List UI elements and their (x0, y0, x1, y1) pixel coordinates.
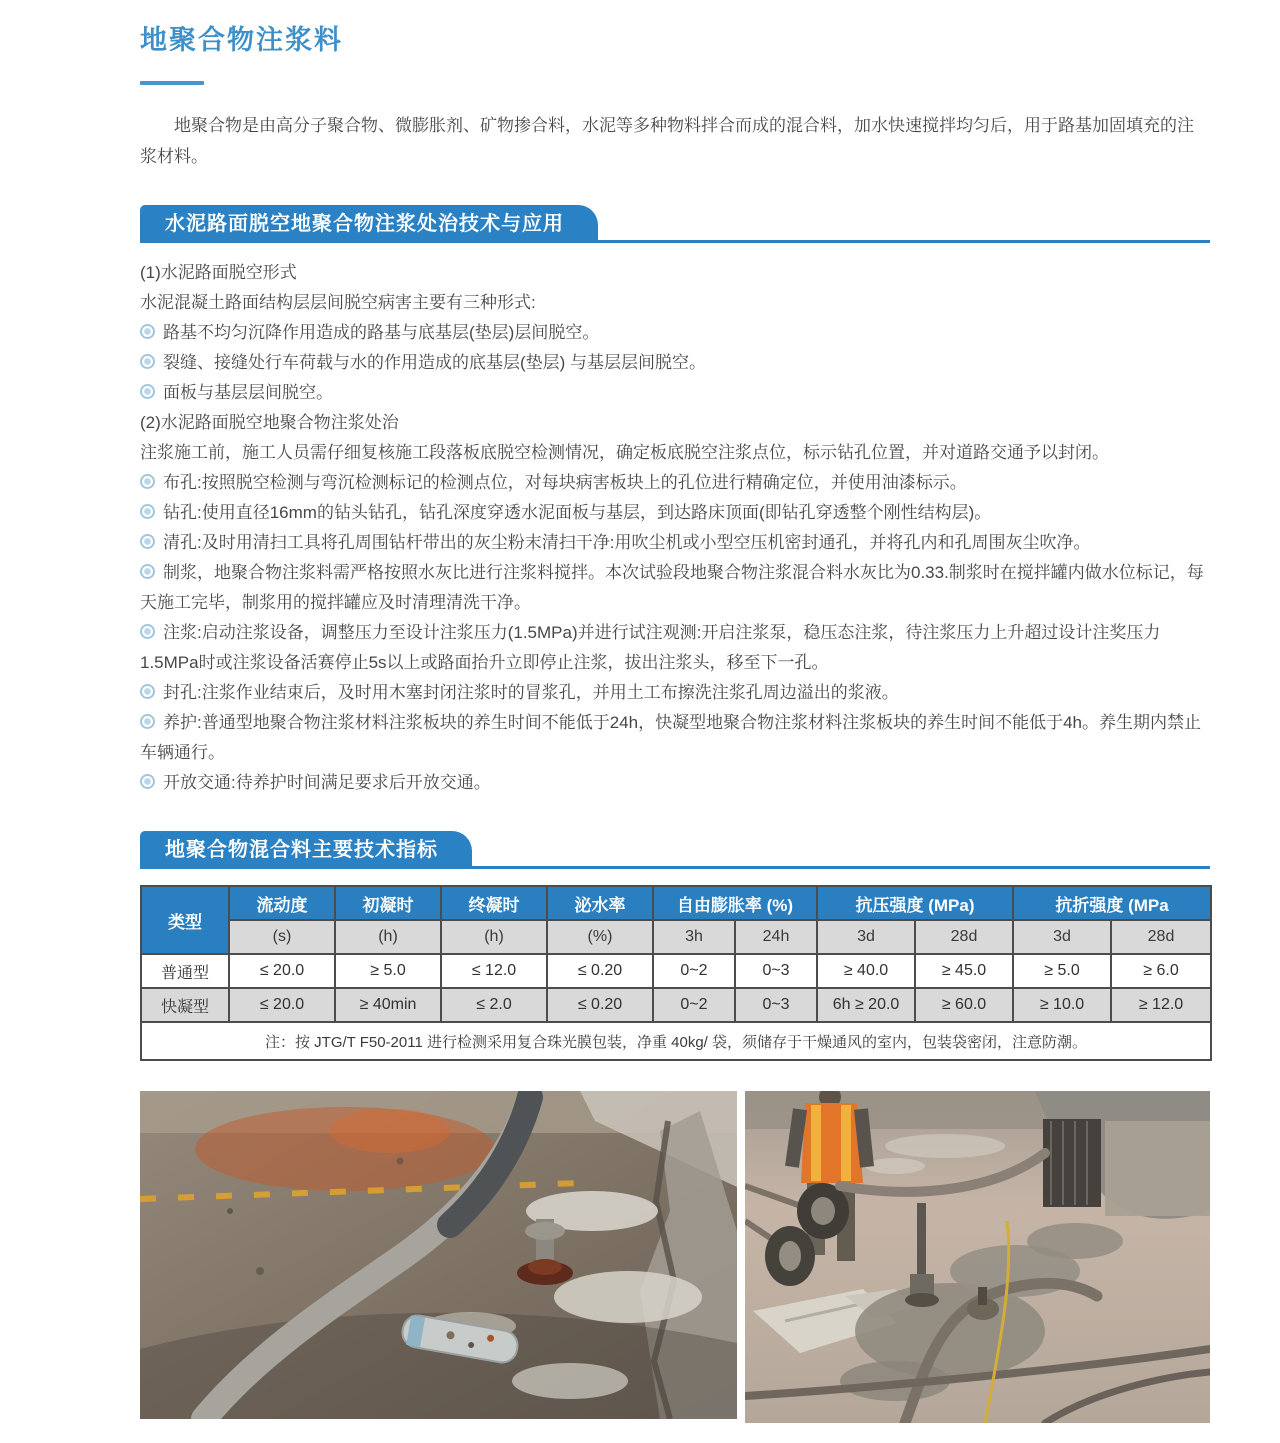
table-row (141, 954, 1211, 988)
ring-bullet-icon (140, 324, 155, 339)
table-value-cell: 0~2 (653, 954, 735, 988)
procedure-line-text: 面板与基层层间脱空。 (163, 383, 333, 402)
procedure-text-line (140, 258, 1210, 288)
ring-bullet-icon (140, 504, 155, 519)
procedure-line-text: 路基不均匀沉降作用造成的路基与底基层(垫层)层间脱空。 (163, 323, 600, 342)
procedure-bullet-item (140, 348, 1210, 378)
procedure-bullet-item (140, 318, 1210, 348)
table-header-cell: 自由膨胀率 (%) (653, 886, 817, 920)
table-value-cell: ≥ 60.0 (915, 988, 1013, 1022)
photo-grouting-hose-image (140, 1091, 737, 1419)
table-header-cell: 流动度 (229, 886, 335, 920)
section-grouting-technology (140, 201, 1210, 798)
photo-grouting-site (745, 1091, 1210, 1423)
procedure-bullet-item (140, 468, 1210, 498)
procedure-line-text: 钻孔:使用直径16mm的钻头钻孔，钻孔深度穿透水泥面板与基层，到达路床顶面(即钻孔穿透整个刚性结构层)。 (163, 503, 992, 522)
procedure-bullet-item (140, 768, 1210, 798)
photo-grouting-site-image (745, 1091, 1210, 1423)
ring-bullet-icon (140, 474, 155, 489)
procedure-bullet-item (140, 498, 1210, 528)
procedure-line-text: 裂缝、接缝处行车荷载与水的作用造成的底基层(垫层) 与基层层间脱空。 (163, 353, 707, 372)
ring-bullet-icon (140, 624, 155, 639)
page-title: 地聚合物注浆料 (140, 25, 343, 55)
procedure-lines (140, 258, 1210, 798)
photo-grouting-hose (140, 1091, 737, 1423)
procedure-line-text: (1)水泥路面脱空形式 (140, 263, 297, 282)
spec-table (140, 885, 1212, 1061)
table-value-cell: ≤ 0.20 (547, 988, 653, 1022)
table-row (141, 988, 1211, 1022)
table-header-cell: 终凝时 (441, 886, 547, 920)
procedure-text-line (140, 288, 1210, 318)
table-header-cell: 抗折强度 (MPa (1013, 886, 1211, 920)
table-subheader-cell: (h) (335, 920, 441, 954)
table-subheader-cell: 28d (1111, 920, 1211, 954)
table-header-cell: 抗压强度 (MPa) (817, 886, 1013, 920)
procedure-line-text: 清孔:及时用清扫工具将孔周围钻杆带出的灰尘粉末清扫干净:用吹尘机或小型空压机密封通孔，并将孔内和孔周围灰尘吹净。 (163, 533, 1091, 552)
procedure-line-text: 注浆施工前，施工人员需仔细复核施工段落板底脱空检测情况，确定板底脱空注浆点位，标示钻孔位置，并对道路交通予以封闭。 (140, 443, 1109, 462)
section-heading: 地聚合物混合料主要技术指标 (165, 839, 438, 861)
ring-bullet-icon (140, 384, 155, 399)
table-value-cell: ≤ 20.0 (229, 954, 335, 988)
ring-bullet-icon (140, 354, 155, 369)
procedure-bullet-item (140, 708, 1210, 768)
table-value-cell: 0~2 (653, 988, 735, 1022)
table-note: 注：按 JTG/T F50-2011 进行检测采用复合珠光膜包装，净重 40kg/ 袋，须储存于干燥通风的室内，包装袋密闭，注意防潮。 (141, 1022, 1211, 1060)
table-value-cell: ≥ 40.0 (817, 954, 915, 988)
procedure-line-text: 布孔:按照脱空检测与弯沉检测标记的检测点位，对每块病害板块上的孔位进行精确定位，并使用油漆标示。 (163, 473, 967, 492)
procedure-line-text: (2)水泥路面脱空地聚合物注浆处治 (140, 413, 399, 432)
procedure-bullet-item (140, 678, 1210, 708)
section-banner-row (140, 201, 1210, 243)
intro-paragraph: 地聚合物是由高分子聚合物、微膨胀剂、矿物掺合料，水泥等多种物料拌合而成的混合料，加水快速搅拌均匀后，用于路基加固填充的注浆材料。 (140, 116, 1194, 166)
table-subheader-cell: 3d (817, 920, 915, 954)
table-header-cell: 初凝时 (335, 886, 441, 920)
section-banner (140, 205, 598, 243)
table-subheader-cell: (h) (441, 920, 547, 954)
procedure-line-text: 养护:普通型地聚合物注浆材料注浆板块的养生时间不能低于24h，快凝型地聚合物注浆材料注浆板块的养生时间不能低于4h。养生期内禁止车辆通行。 (140, 713, 1201, 762)
table-value-cell: 0~3 (735, 954, 817, 988)
table-value-cell: ≤ 0.20 (547, 954, 653, 988)
table-value-cell: ≤ 20.0 (229, 988, 335, 1022)
table-value-cell: 6h ≥ 20.0 (817, 988, 915, 1022)
table-type-cell: 快凝型 (141, 988, 229, 1022)
table-value-cell: ≤ 12.0 (441, 954, 547, 988)
table-subheader-cell: 24h (735, 920, 817, 954)
section-technical-specs (140, 827, 1210, 1061)
procedure-text-line (140, 408, 1210, 438)
table-value-cell: ≥ 5.0 (1013, 954, 1111, 988)
ring-bullet-icon (140, 774, 155, 789)
table-subheader-cell: 3d (1013, 920, 1111, 954)
procedure-bullet-item (140, 618, 1210, 678)
procedure-line-text: 注浆:启动注浆设备，调整压力至设计注浆压力(1.5MPa)并进行试注观测:开启注浆泵，稳压态注浆，待注浆压力上升超过设计注奖压力1.5MPa时或注浆设备活赛停止5s以上或路面抬升立即停止注浆，拔出注浆头，移至下一孔。 (140, 623, 1161, 672)
table-value-cell: ≥ 10.0 (1013, 988, 1111, 1022)
section-heading: 水泥路面脱空地聚合物注浆处治技术与应用 (165, 213, 564, 235)
procedure-line-text: 封孔:注浆作业结束后，及时用木塞封闭注浆时的冒浆孔，并用土工布擦洗注浆孔周边溢出的浆液。 (163, 683, 899, 702)
procedure-bullet-item (140, 558, 1210, 618)
ring-bullet-icon (140, 564, 155, 579)
photo-row (140, 1091, 1210, 1423)
title-underline (140, 81, 204, 85)
table-header-cell: 泌水率 (547, 886, 653, 920)
table-value-cell: 0~3 (735, 988, 817, 1022)
procedure-line-text: 开放交通:待养护时间满足要求后开放交通。 (163, 773, 491, 792)
section-banner (140, 831, 472, 869)
table-value-cell: ≥ 45.0 (915, 954, 1013, 988)
procedure-text-line (140, 438, 1210, 468)
ring-bullet-icon (140, 534, 155, 549)
procedure-line-text: 制浆，地聚合物注浆料需严格按照水灰比进行注浆料搅拌。本次试验段地聚合物注浆混合料水灰比为0.33.制浆时在搅拌罐内做水位标记，每天施工完毕，制浆用的搅拌罐应及时清理清洗干净。 (140, 563, 1204, 612)
table-value-cell: ≤ 2.0 (441, 988, 547, 1022)
table-value-cell: ≥ 6.0 (1111, 954, 1211, 988)
procedure-line-text: 水泥混凝土路面结构层层间脱空病害主要有三种形式: (140, 293, 536, 312)
section-banner-row (140, 827, 1210, 869)
table-value-cell: ≥ 12.0 (1111, 988, 1211, 1022)
table-subheader-cell: (s) (229, 920, 335, 954)
table-value-cell: ≥ 5.0 (335, 954, 441, 988)
table-type-cell: 普通型 (141, 954, 229, 988)
table-value-cell: ≥ 40min (335, 988, 441, 1022)
ring-bullet-icon (140, 684, 155, 699)
procedure-bullet-item (140, 528, 1210, 558)
procedure-bullet-item (140, 378, 1210, 408)
table-subheader-cell: 3h (653, 920, 735, 954)
table-header-cell: 类型 (141, 886, 229, 954)
ring-bullet-icon (140, 714, 155, 729)
table-subheader-cell: 28d (915, 920, 1013, 954)
table-subheader-cell: (%) (547, 920, 653, 954)
